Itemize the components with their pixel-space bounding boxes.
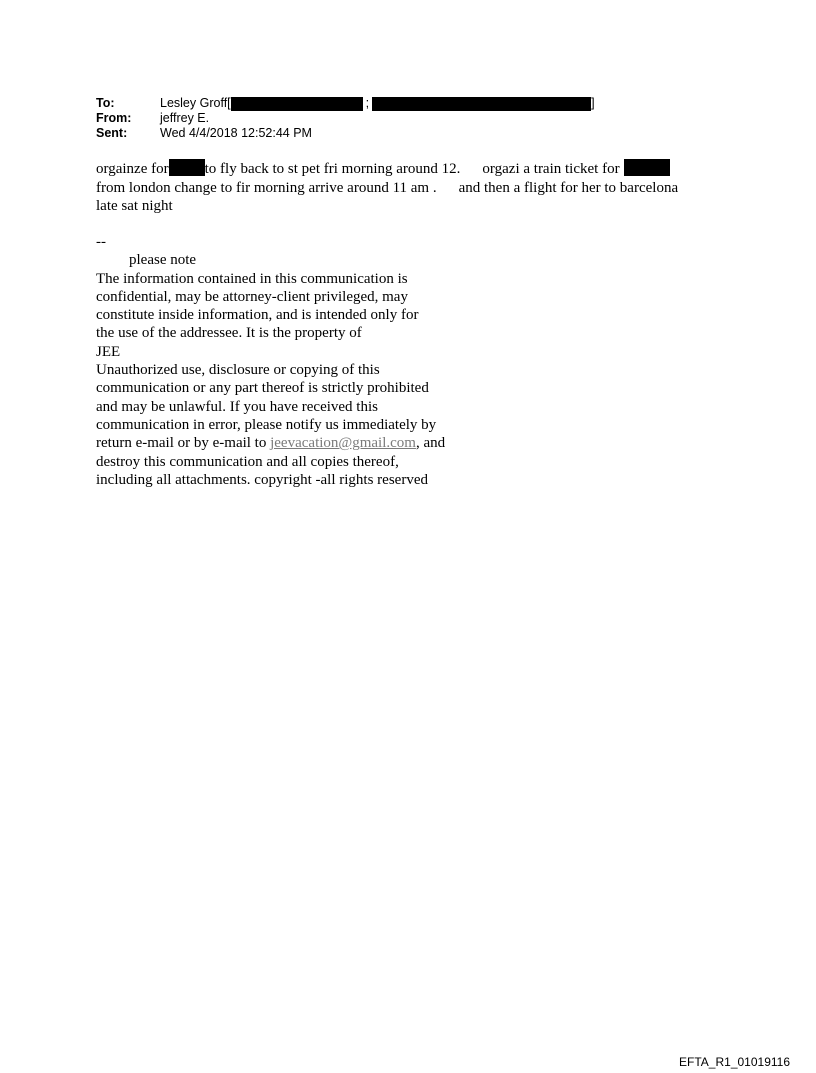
- email-link[interactable]: jeevacation@gmail.com: [270, 435, 416, 452]
- redaction-block: [169, 159, 205, 176]
- from-row: [96, 111, 595, 126]
- email-header: [96, 96, 595, 141]
- disclaimer-line: communication in error, please notify us immediately by: [96, 416, 437, 433]
- disclaimer-line: [96, 434, 445, 452]
- document-id: EFTA_R1_01019116: [679, 1055, 790, 1069]
- disclaimer-line: constitute inside information, and is intended only for: [96, 307, 419, 324]
- to-separator: ;: [365, 96, 370, 110]
- message-text: to fly back to st pet fri morning around 12.: [204, 161, 461, 177]
- disclaimer-line: and may be unlawful. If you have received this: [96, 398, 378, 415]
- message-line: [96, 179, 678, 198]
- message-line: [96, 197, 678, 216]
- disclaimer-line: The information contained in this communication is: [96, 270, 408, 287]
- to-close-bracket: ]: [591, 96, 595, 110]
- please-note: please note: [129, 252, 197, 269]
- disclaimer-text: return e-mail or by e-mail to: [96, 435, 271, 452]
- sent-row: [96, 126, 595, 141]
- disclaimer-line: including all attachments. copyright -all rights reserved: [96, 471, 428, 488]
- sent-label: Sent:: [96, 126, 128, 140]
- sent-value: Wed 4/4/2018 12:52:44 PM: [160, 126, 312, 140]
- from-value: jeffrey E.: [160, 111, 210, 125]
- message-text: from london change to fir morning arrive around 11 am .: [96, 179, 437, 196]
- signature-dashes: --: [96, 234, 106, 250]
- redaction-block: [372, 97, 591, 111]
- disclaimer-line: the use of the addressee. It is the property of: [96, 325, 362, 342]
- disclaimer-line: confidential, may be attorney-client privileged, may: [96, 288, 408, 305]
- message-text: and then a flight for her to barcelona: [458, 179, 679, 196]
- disclaimer-line: Unauthorized use, disclosure or copying of this: [96, 362, 380, 379]
- message-body: [96, 159, 678, 216]
- redaction-block: [231, 97, 363, 111]
- message-text: orgainze for: [96, 161, 169, 177]
- message-line: [96, 159, 678, 179]
- disclaimer-line: communication or any part thereof is strictly prohibited: [96, 380, 429, 397]
- disclaimer-line: destroy this communication and all copies thereof,: [96, 453, 399, 470]
- to-label: To:: [96, 96, 115, 110]
- to-row: [96, 96, 595, 111]
- message-text: orgazi a train ticket for: [482, 161, 620, 177]
- message-text: late sat night: [96, 198, 173, 214]
- from-label: From:: [96, 111, 132, 125]
- to-recipient: Lesley Groff[: [160, 96, 231, 110]
- disclaimer-text: , and: [415, 435, 446, 452]
- redaction-block: [624, 159, 670, 176]
- signature-disclaimer: [96, 233, 445, 489]
- disclaimer-line: JEE: [96, 343, 121, 360]
